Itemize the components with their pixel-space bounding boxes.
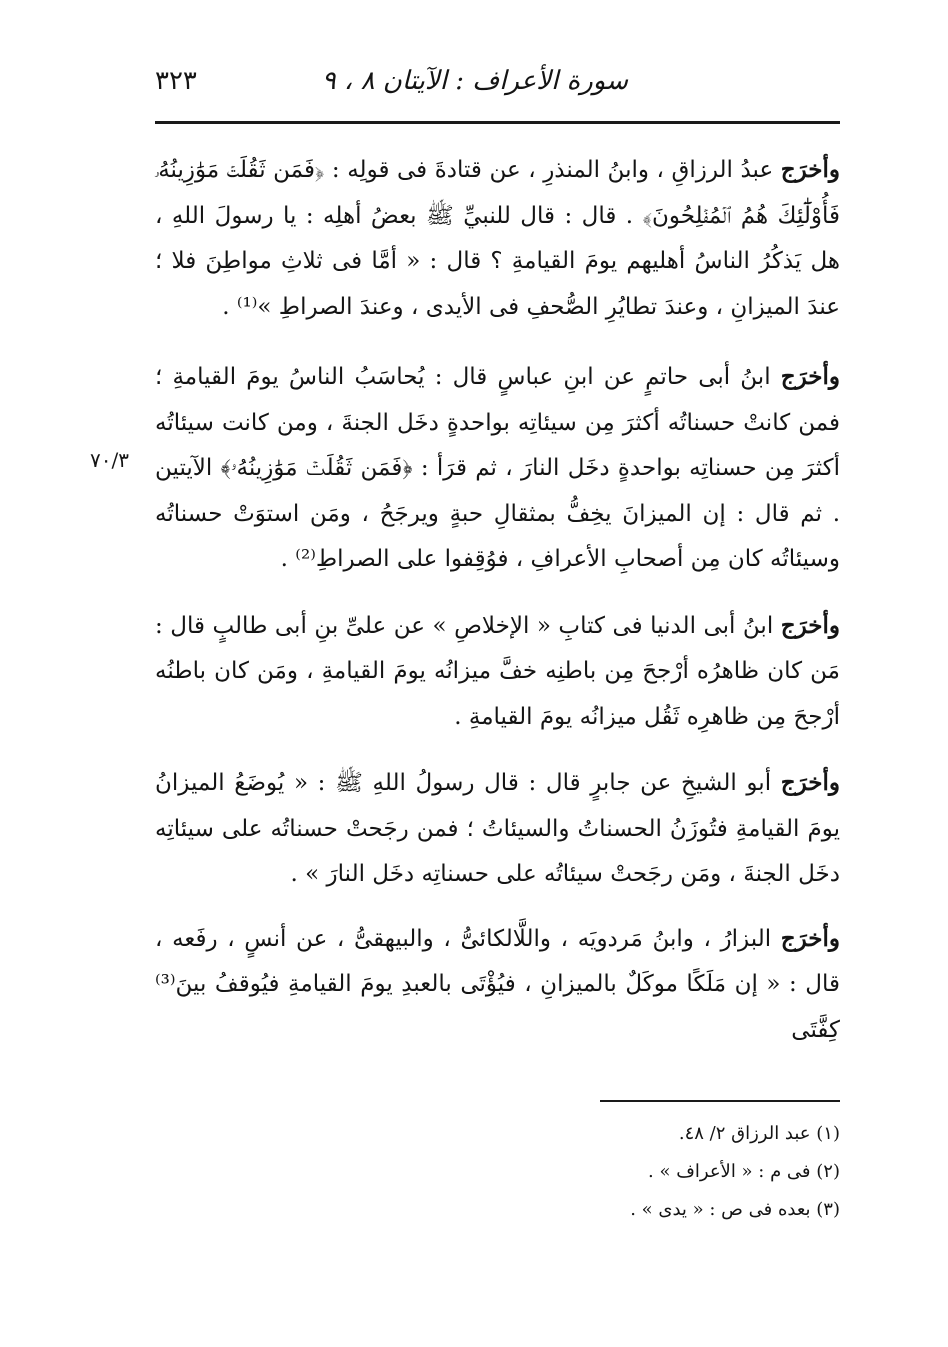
paragraph xyxy=(155,916,840,1054)
paragraph-opener: وأخرَج xyxy=(780,156,840,183)
paragraph xyxy=(155,603,840,741)
footnote: (١) عبد الرزاق ٢/ ٤٨. xyxy=(678,1123,840,1144)
running-title: سورة الأعراف : الآيتان ٨ ، ٩ xyxy=(321,66,628,96)
footnote-separator xyxy=(600,1100,840,1102)
paragraph-text: أبو الشيخِ عن جابرٍ قال : قال رسولُ اللهِ ﷺ : « يُوضَعُ الميزانُ يومَ القيامةِ فتُوزَنُ الحسناتُ والسيئاتُ ؛ فمن رجَحتْ حسناتُه على سيئاتِه دخَل الجنةَ ، ومَن رجَحتْ سيئاتُه على حسناتِه دخَل النارَ » . xyxy=(155,770,840,887)
footnote: (٢) فى م : « الأعراف » . xyxy=(648,1161,840,1182)
paragraph-text: ابنُ أبى الدنيا فى كتابِ « الإخلاصِ » عن علىِّ بنِ أبى طالبٍ قال : مَن كان ظاهرُه أرْجحَ مِن باطنِه خفَّ ميزانُه يومَ القيامةِ ، ومَن كان باطنُه أرْجحَ مِن ظاهرِه ثَقُل ميزانُه يومَ القيامةِ . xyxy=(155,612,840,730)
page-header xyxy=(155,64,840,104)
paragraph xyxy=(155,760,840,898)
margin-reference: ٧٠/٣ xyxy=(90,448,129,472)
paragraph xyxy=(155,354,840,583)
paragraph xyxy=(155,147,840,330)
footnote: (٣) بعده فى ص : « يدى » . xyxy=(630,1199,840,1220)
paragraph-opener: وأخرَج xyxy=(780,769,840,796)
paragraph-opener: وأخرَج xyxy=(780,611,840,639)
paragraph-text: ابنُ أبى حاتمٍ عن ابنِ عباسٍ قال : يُحاسَبُ الناسُ يومَ القيامةِ ؛ فمن كانتْ حسناتُه أكثرَ مِن سيئاتِه بواحدةٍ دخَل الجنةَ ، ومن كانت سيئاتُه أكثرَ مِن حسناتِه بواحدةٍ دخَل النارَ ، ثم قرَأ : ﴿فَمَن ثَقُلَتۡ مَوَٰزِينُهُۥ﴾ الآيتين . ثم قال : إن الميزانَ يخِفُّ بمثقالِ حبةٍ ويرجَحُ ، ومَن استوَتْ حسناتُه وسيئاتُه كان مِن أصحابِ الأعرافِ ، فوُقِفوا على الصراطِ⁽²⁾ . xyxy=(155,364,840,572)
footnotes xyxy=(340,1115,840,1229)
main-text xyxy=(155,147,840,1053)
header-rule xyxy=(155,121,840,124)
paragraph-text: البزارُ ، وابنُ مَردويَه ، واللَّالكائىُّ ، والبيهقىُّ ، عن أنسٍ ، رفَعه ، قال : « إن مَلَكًا موكَلٌ بالميزانِ ، فيُؤْتَى بالعبدِ يومَ القيامةِ فيُوقفُ بينَ⁽³⁾ كِفَّتَى xyxy=(155,925,840,1043)
page-number: ٣٢٣ xyxy=(155,66,197,96)
paragraph-opener: وأخرَج xyxy=(780,363,840,390)
paragraph-opener: وأخرَج xyxy=(780,924,840,952)
paragraph-text: عبدُ الرزاقِ ، وابنُ المنذرِ ، عن قتادةَ فى قولِه : ﴿فَمَن ثَقُلَتۡ مَوَٰزِينُهُۥ فَأُوْلَٰٓئِكَ هُمُ ٱلۡمُفۡلِحُونَ﴾ . قال : قال للنبيِّ ﷺ بعضُ أهلِه : يا رسولَ اللهِ ، هل يَذكُرُ الناسُ أهليهم يومَ القيامةِ ؟ قال : « أمَّا فى ثلاثِ مواطِنَ فلا ؛ عندَ الميزانِ ، وعندَ تطايُرِ الصُّحفِ فى الأيدى ، وعندَ الصراطِ »⁽¹⁾ . xyxy=(155,157,840,320)
